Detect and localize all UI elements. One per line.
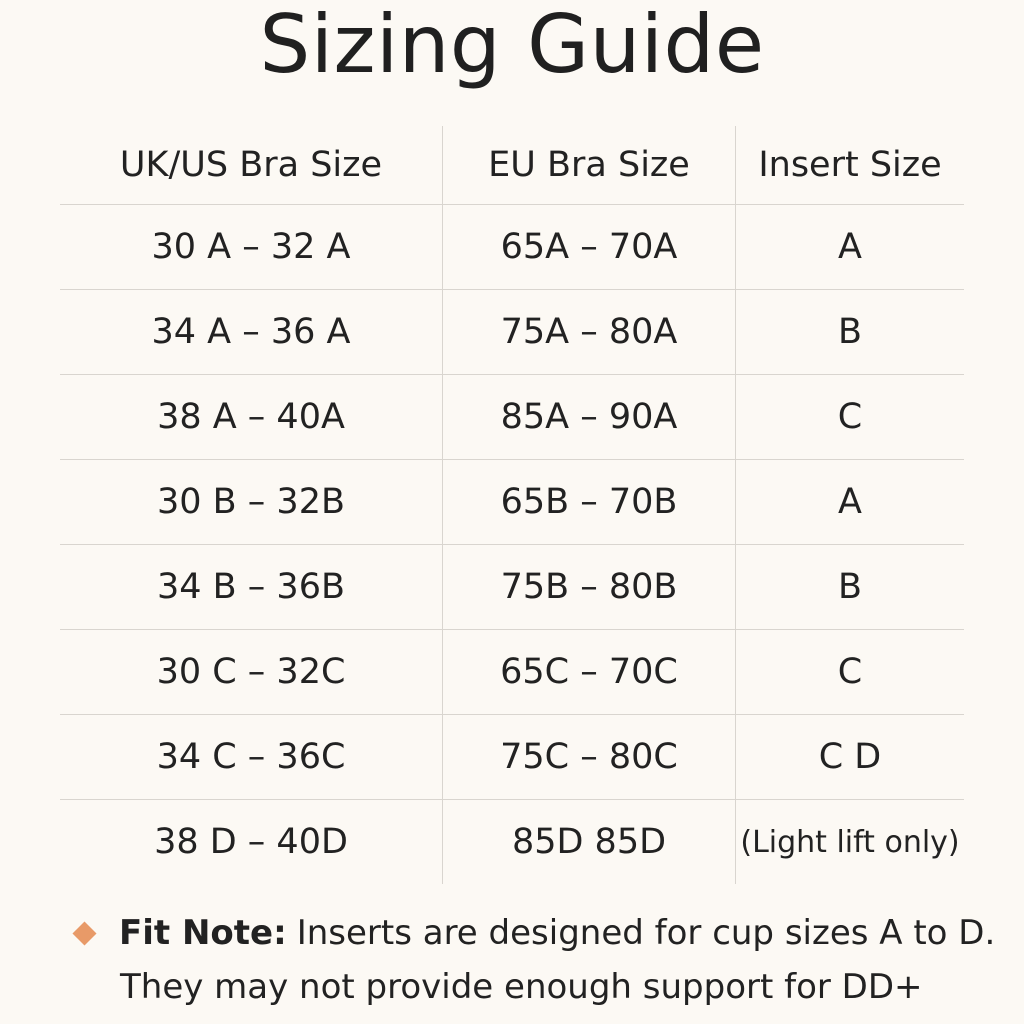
eu-size-cell: 65C – 70C [443,630,736,714]
table-row [60,375,964,460]
eu-size-cell: 75C – 80C [443,715,736,799]
header-uk-us-size: UK/US Bra Size [60,126,443,204]
header-insert-size: Insert Size [758,145,942,185]
header-eu-size: EU Bra Size [443,126,736,204]
eu-size-cell: 65B – 70B [443,460,736,544]
fit-note-text-1: Inserts are designed for cup sizes A to D. [296,913,996,953]
table-row [60,545,964,630]
table-row [60,460,964,545]
uk-us-size-cell: 38 D – 40D [60,800,443,884]
insert-size-cell: B [837,312,862,352]
table-row [60,205,964,290]
uk-us-size-cell: 30 B – 32B [60,460,443,544]
eu-size-cell: 85A – 90A [443,375,736,459]
insert-size-cell: (Light lift only) [740,824,960,860]
insert-size-cell: A [838,227,862,267]
table-row [60,290,964,375]
fit-note-line-1 [74,906,1004,960]
table-row [60,630,964,715]
uk-us-size-cell: 34 A – 36 A [60,290,443,374]
eu-size-cell: 85D 85D [443,800,736,884]
fit-note-line-2 [74,960,1004,1014]
fit-note [74,906,1004,1014]
table-row [60,715,964,800]
uk-us-size-cell: 38 A – 40A [60,375,443,459]
table-header-row [60,126,964,205]
eu-size-cell: 75A – 80A [443,290,736,374]
page-title: Sizing Guide [259,0,765,91]
insert-size-cell: C [837,397,863,437]
insert-size-cell: A [838,482,862,522]
uk-us-size-cell: 34 C – 36C [60,715,443,799]
uk-us-size-cell: 30 A – 32 A [60,205,443,289]
uk-us-size-cell: 30 C – 32C [60,630,443,714]
eu-size-cell: 75B – 80B [443,545,736,629]
insert-size-cell: C D [818,737,882,777]
fit-note-text-2: They may not provide enough support for DD+ [120,967,923,1007]
sizing-table [60,126,964,884]
diamond-bullet-icon [72,921,96,945]
table-row [60,800,964,884]
fit-note-label: Fit Note: [119,913,287,953]
eu-size-cell: 65A – 70A [443,205,736,289]
insert-size-cell: C [837,652,863,692]
insert-size-cell: B [837,567,862,607]
uk-us-size-cell: 34 B – 36B [60,545,443,629]
